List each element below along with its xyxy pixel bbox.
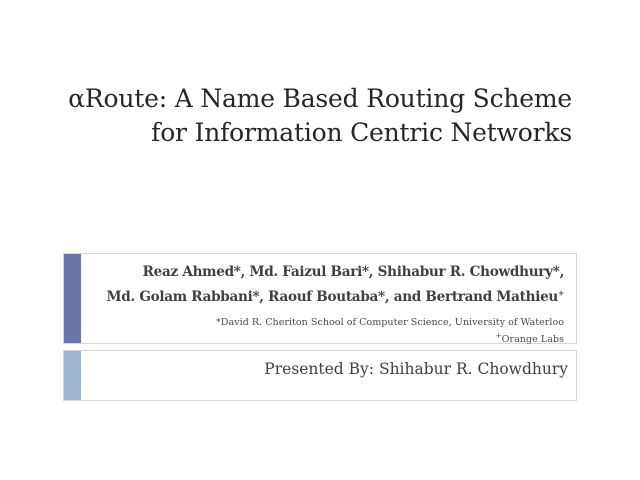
title-line-1: αRoute: A Name Based Routing Scheme [68, 84, 572, 113]
affiliation-1: *David R. Cheriton School of Computer Science, University of Waterloo [215, 317, 564, 328]
affiliation-2-text: Orange Labs [501, 334, 564, 345]
presenter-text: Presented By: Shihabur R. Chowdhury [264, 360, 568, 378]
authors-line-2-text: Md. Golam Rabbani*, Raouf Boutaba*, and Bertrand Mathieu [106, 289, 559, 305]
authors-line-1: Reaz Ahmed*, Md. Faizul Bari*, Shihabur R. Chowdhury*, [142, 264, 564, 280]
authors-line-2-mark: + [558, 288, 564, 298]
slide-title [32, 82, 572, 150]
title-line-2: for Information Centric Networks [151, 118, 572, 147]
authors-box [63, 253, 577, 344]
presenter-box [63, 350, 577, 401]
affiliation-2-mark: + [495, 330, 502, 340]
presenter-accent-bar [64, 351, 81, 400]
authors-block [74, 260, 564, 348]
affiliation-2 [74, 331, 564, 348]
authors-line-2 [74, 285, 564, 310]
